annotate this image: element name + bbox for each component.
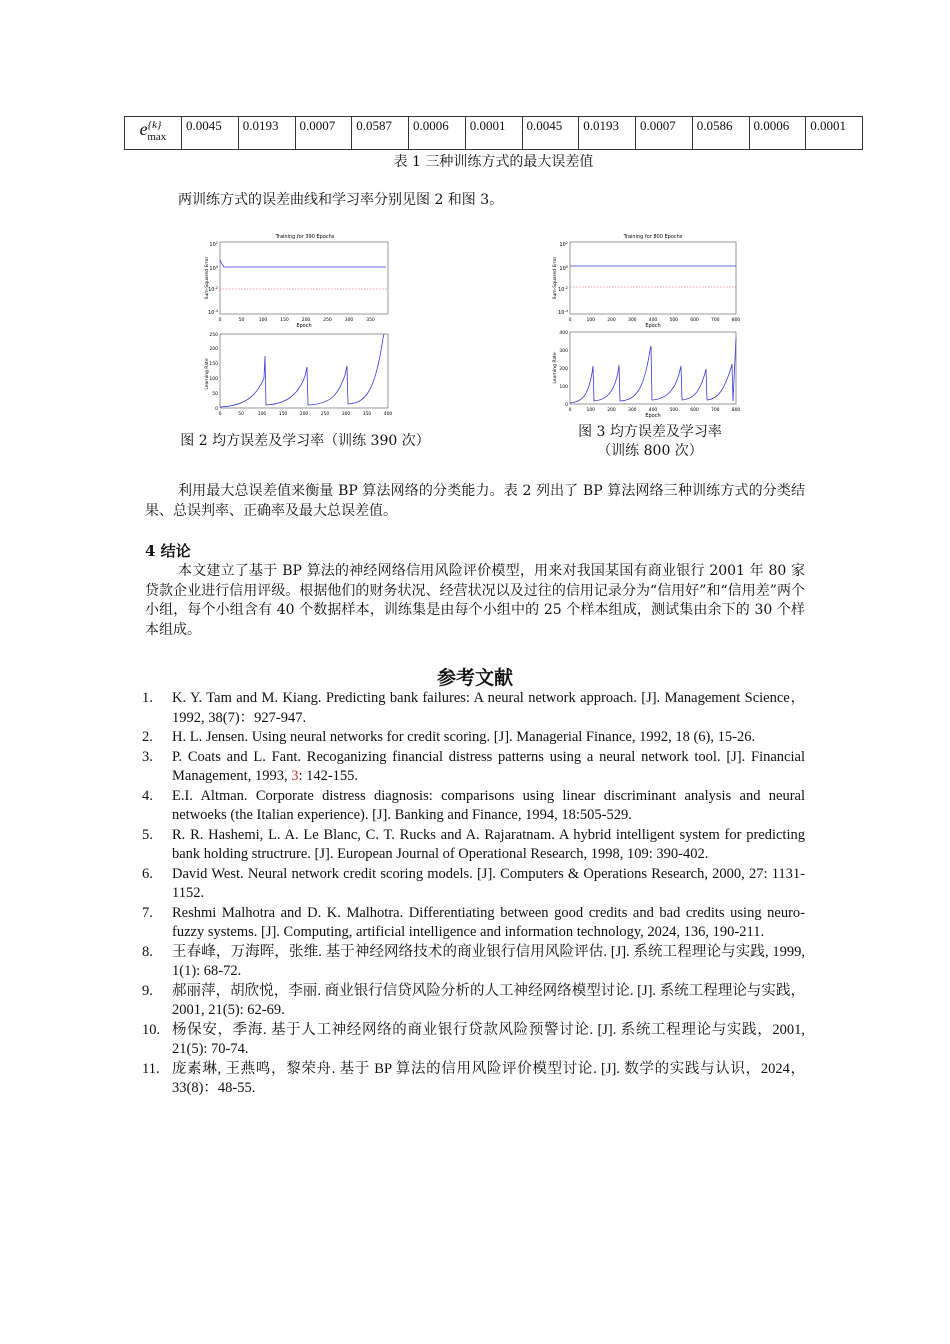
svg-text:50: 50	[212, 392, 218, 397]
figure-2-error-curve	[220, 260, 386, 267]
figure-3-top-xlabel: Epoch	[645, 323, 661, 329]
svg-text:300: 300	[627, 318, 637, 323]
svg-text:10-2: $10^{-2}$	[208, 286, 218, 293]
svg-text:100: 100	[258, 318, 268, 323]
figure-3-plot	[548, 228, 748, 418]
svg-text:0: 0	[568, 318, 572, 323]
figure-2-bottom-ylabel: Learning Rate	[205, 358, 210, 390]
figure-2-top-ylabel: Sum-Squared Error	[205, 256, 210, 300]
table-cell: 0.0006	[409, 117, 466, 150]
svg-text:50: 50	[238, 412, 244, 417]
max-error-table	[124, 116, 863, 150]
figure-2-bottom-axes	[220, 334, 388, 408]
table-cell: 0.0045	[522, 117, 579, 150]
svg-text:700: 700	[710, 318, 720, 323]
reference-item: 9. 郝丽萍，胡欣悦，李丽. 商业银行信贷风险分析的人工神经网络模型讨论. [J]. 系统工程理论与实践，2001, 21(5): 62-69.	[142, 982, 805, 1018]
svg-text:10-2: $10^{-2}$	[558, 286, 568, 293]
figure-3-bottom-yticks	[559, 330, 568, 408]
svg-text:0: 0	[215, 407, 218, 412]
svg-text:100: 100	[586, 408, 596, 413]
figure-3-caption	[560, 423, 740, 461]
svg-text:500: 500	[669, 408, 679, 413]
svg-text:350: 350	[366, 318, 375, 323]
svg-text:100: $10^0$	[559, 265, 568, 272]
svg-text:300: 300	[341, 412, 351, 417]
svg-text:200: 200	[209, 347, 218, 352]
figure-3-caption-line1: 图 3 均方误差及学习率	[578, 424, 722, 440]
figure-3-caption-line2: （训练 800 次）	[597, 443, 703, 459]
svg-text:10-4: $10^{-4}$	[208, 309, 218, 316]
table-cell: 0.0193	[238, 117, 295, 150]
reference-item: 11. 庞素琳, 王燕鸣，黎荣舟. 基于 BP 算法的信用风险评价模型讨论. [J]. 数学的实践与认识，2024，33(8)：48-55.	[142, 1060, 805, 1096]
table-cell: 0.0193	[579, 117, 636, 150]
svg-text:600: 600	[690, 408, 699, 413]
svg-text:200: 200	[607, 408, 616, 413]
svg-text:150: 150	[278, 412, 288, 417]
table-cell: 0.0586	[692, 117, 749, 150]
figure-3-bottom-axes	[570, 332, 736, 404]
svg-text:300: 300	[627, 408, 637, 413]
svg-text:400: 400	[648, 408, 658, 413]
reference-item: 5. R. R. Hashemi, L. A. Le Blanc, C. T. Rucks and A. Rajaratnam. A hybrid intelligent system for predicting bank holding structrure. [J]. European Journal of Operational Research, 1998, 109: 390-402.	[142, 826, 805, 862]
svg-text:100: 100	[559, 385, 568, 390]
table-cell: 0.0045	[182, 117, 239, 150]
figure-2-top-axes	[220, 242, 388, 314]
reference-item: 2. H. L. Jensen. Using neural networks for credit scoring. [J]. Managerial Finance, 1992, 18 (6), 15-26.	[142, 729, 756, 745]
figure-2-bottom-xticks	[219, 411, 393, 417]
svg-text:400: 400	[383, 412, 393, 417]
figure-2-top-title: Training for 390 Epochs	[275, 234, 335, 240]
svg-text:150: 150	[280, 318, 289, 323]
svg-text:10-4: $10^{-4}$	[558, 309, 568, 316]
reference-item: 4. E.I. Altman. Corporate distress diagnosis: comparisons using linear discriminant analysis and neural netwoeks (the Italian experience). [J]. Banking and Finance, 1994, 18:505-529.	[142, 787, 805, 823]
reference-item: 3. P. Coats and L. Fant. Recoganizing financial distress patterns using a neural network tool. [J]. Financial Management, 1993, 3: 142-155.	[142, 748, 805, 784]
svg-text:250: 250	[209, 333, 218, 338]
svg-text:102: $10^2$	[209, 241, 218, 248]
table-cell: 0.0587	[352, 117, 409, 150]
svg-text:350: 350	[362, 412, 372, 417]
svg-text:102: $10^2$	[559, 241, 568, 248]
svg-text:400: 400	[559, 331, 568, 336]
svg-text:0: 0	[218, 318, 222, 323]
figure-2	[190, 228, 400, 418]
table-cell: 0.0007	[295, 117, 352, 150]
svg-text:250: 250	[323, 318, 332, 323]
figure-2-top-xlabel: Epoch	[296, 323, 312, 329]
figure-3-learning-rate-curve	[570, 338, 736, 403]
reference-item: 6. David West. Neural network credit scoring models. [J]. Computers & Operations Research, 2000, 27: 1131-1152.	[142, 865, 805, 901]
figure-3	[548, 228, 748, 418]
figure-2-learning-rate-curve	[220, 334, 384, 407]
figure-3-top-title: Training for 800 Epochs	[623, 234, 683, 240]
svg-text:700: 700	[710, 408, 720, 413]
table-cell: 0.0001	[465, 117, 522, 150]
figure-2-plot	[190, 228, 400, 418]
reference-item: 8. 王春峰，万海晖，张维. 基于神经网络技术的商业银行信用风险评估. [J]. 系统工程理论与实践, 1999, 1(1): 68-72.	[142, 943, 805, 979]
svg-text:500: 500	[669, 318, 679, 323]
reference-item: 1. K. Y. Tam and M. Kiang. Predicting bank failures: A neural network approach. [J]. Management Science，1992, 38(7)：927-947.	[142, 690, 805, 726]
svg-text:100: 100	[209, 377, 218, 382]
figure-3-top-axes	[570, 242, 736, 314]
svg-text:200: 200	[607, 318, 616, 323]
svg-text:50: 50	[238, 318, 245, 323]
svg-text:250: 250	[320, 412, 330, 417]
section-4-title: 4 结论	[145, 542, 191, 560]
svg-text:0: 0	[568, 408, 572, 413]
svg-text:200: 200	[299, 412, 309, 417]
table-cell: 0.0006	[749, 117, 806, 150]
svg-text:200: 200	[301, 318, 311, 323]
svg-text:100: $10^0$	[209, 265, 218, 272]
svg-text:400: 400	[648, 318, 658, 323]
table-cell: 0.0007	[636, 117, 693, 150]
svg-text:100: 100	[586, 318, 596, 323]
paragraph-classification: 利用最大总误差值来衡量 BP 算法网络的分类能力。表 2 列出了 BP 算法网络三种训练方式的分类结果、总误判率、正确率及最大总误差值。	[145, 483, 805, 519]
figure-2-bottom-yticks	[209, 332, 218, 412]
section-4-text: 本文建立了基于 BP 算法的神经网络信用风险评价模型，用来对我国某国有商业银行 2001 年 80 家贷款企业进行信用评级。根据他们的财务状况、经营状况以及过往的信用记录分为“信用好”和“信用差”两个小组，每个小组含有 40 个数据样本，训练集是由每个小组中的 25 个样本组成，测试集由余下的 30 个样本组成。	[145, 563, 805, 638]
figure-3-bottom-ylabel: Learning Rate	[553, 352, 558, 384]
reference-item: 10. 杨保安，季海. 基于人工神经网络的商业银行贷款风险预警讨论. [J]. 系统工程理论与实践，2001, 21(5): 70-74.	[142, 1021, 805, 1057]
svg-text:100: 100	[257, 412, 267, 417]
figure-2-caption: 图 2 均方误差及学习率（训练 390 次）	[180, 433, 430, 449]
svg-text:800: 800	[731, 318, 741, 323]
svg-text:300: 300	[344, 318, 354, 323]
references-title: 参考文献	[436, 667, 513, 689]
svg-text:300: 300	[559, 349, 568, 354]
svg-text:600: 600	[690, 318, 699, 323]
highlighted-issue: 3	[291, 768, 299, 784]
paragraph-figures: 两训练方式的误差曲线和学习率分别见图 2 和图 3。	[178, 192, 504, 208]
svg-text:800: 800	[731, 408, 741, 413]
table-row	[125, 117, 863, 150]
reference-item: 7. Reshmi Malhotra and D. K. Malhotra. Differentiating between good credits and bad credits using neuro-fuzzy systems. [J]. Computing, artificial intelligence and information technology, 2024, 136, 190-211.	[142, 904, 805, 940]
svg-text:0: 0	[218, 412, 222, 417]
figure-3-top-ylabel: Sum-Squared Error	[553, 256, 558, 300]
figure-3-bottom-xlabel: Epoch	[645, 413, 661, 418]
svg-text:0: 0	[565, 403, 568, 408]
table-cell: 0.0001	[806, 117, 863, 150]
svg-text:150: 150	[209, 362, 218, 367]
svg-text:200: 200	[559, 367, 568, 372]
row-label: $e^{\{k\}}_{max}$	[125, 117, 182, 150]
references-list	[142, 689, 805, 1099]
table-caption: 表 1 三种训练方式的最大误差值	[393, 154, 594, 170]
